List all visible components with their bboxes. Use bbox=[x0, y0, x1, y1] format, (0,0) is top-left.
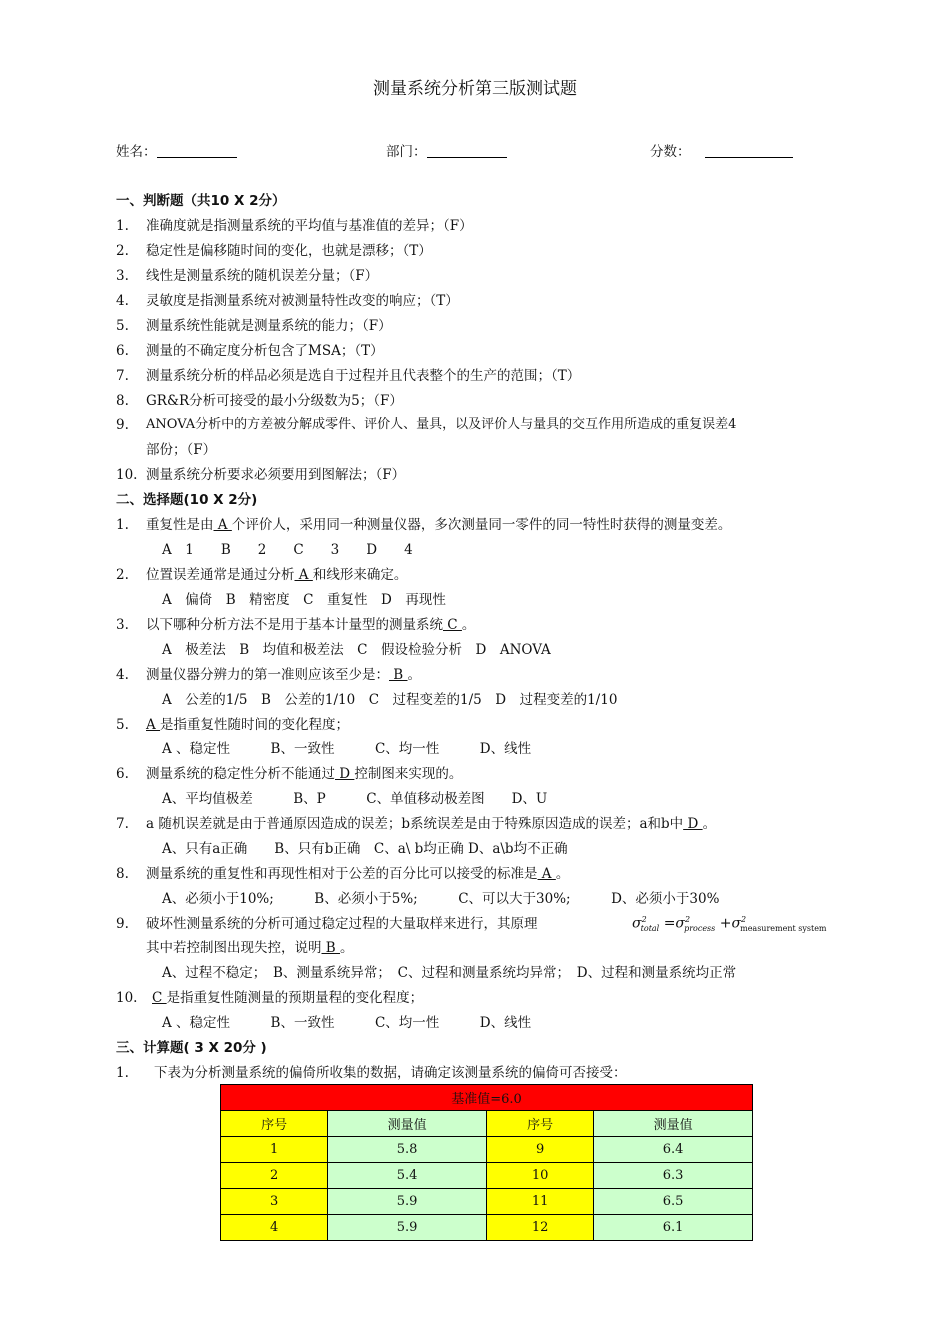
s1-text-9: ANOVA分析中的方差被分解成零件、评价人、量具，以及评价人与量具的交互作用所造成的重复误差4 bbox=[146, 417, 737, 432]
table-cell: 6.5 bbox=[594, 1189, 753, 1215]
q5-answer: A bbox=[146, 717, 161, 733]
s1-num-10: 10. bbox=[116, 467, 138, 483]
q10-text: C 是指重复性随测量的预期量程的变化程度； bbox=[152, 990, 424, 1006]
q6-answer: D bbox=[335, 766, 355, 782]
q5-options: A 、稳定性 B、一致性 C、均一性 D、线性 bbox=[162, 741, 532, 757]
s1-text-1: 准确度就是指测量系统的平均值与基准值的差异；（F） bbox=[146, 218, 473, 234]
q10-options: A 、稳定性 B、一致性 C、均一性 D、线性 bbox=[162, 1015, 532, 1031]
q2-answer: A bbox=[294, 567, 313, 583]
table-row bbox=[221, 1137, 753, 1163]
s1-num-5: 5. bbox=[116, 318, 129, 334]
q6-options: A、平均值极差 B、P C、单值移动极差图 D、U bbox=[162, 791, 548, 807]
q10-answer: C bbox=[152, 990, 167, 1006]
s1-num-7: 7. bbox=[116, 368, 129, 384]
table-row bbox=[221, 1163, 753, 1189]
q9-num: 9. bbox=[116, 916, 129, 932]
score-blank[interactable] bbox=[705, 143, 793, 158]
q8-options: A、必须小于10%; B、必须小于5%; C、可以大于30%; D、必须小于30% bbox=[162, 891, 720, 907]
q9-formula: $\sigma^2_{total} =\sigma^2_{process} +\sigma^2_{measurement system}$ bbox=[632, 915, 827, 934]
table-header: 测量值 bbox=[594, 1111, 753, 1137]
table-cell: 6.4 bbox=[594, 1137, 753, 1163]
name-field[interactable] bbox=[116, 143, 237, 161]
s1-num-1: 1. bbox=[116, 218, 129, 234]
q7-num: 7. bbox=[116, 816, 129, 832]
s1-text-9-cont: 部份；（F） bbox=[146, 442, 217, 458]
dept-field[interactable] bbox=[386, 143, 507, 161]
name-label: 姓名： bbox=[116, 144, 157, 160]
q2-num: 2. bbox=[116, 567, 129, 583]
q3-answer: C bbox=[443, 617, 462, 633]
section2-heading: 二、选择题(10 X 2分) bbox=[116, 492, 258, 508]
table-row bbox=[221, 1215, 753, 1241]
q7-answer: D bbox=[683, 816, 703, 832]
page-title: 测量系统分析第三版测试题 bbox=[373, 79, 577, 99]
q10-num: 10. bbox=[116, 990, 138, 1006]
table-cell: 5.4 bbox=[328, 1163, 487, 1189]
dept-blank[interactable] bbox=[427, 143, 507, 158]
table-header: 序号 bbox=[221, 1111, 328, 1137]
name-blank[interactable] bbox=[157, 143, 237, 158]
q8-answer: A bbox=[537, 866, 556, 882]
table-header: 测量值 bbox=[328, 1111, 487, 1137]
s1-num-4: 4. bbox=[116, 293, 129, 309]
s3-q1-text: 下表为分析测量系统的偏倚所收集的数据，请确定该测量系统的偏倚可否接受： bbox=[154, 1065, 627, 1081]
q2-options: A 偏倚 B 精密度 C 重复性 D 再现性 bbox=[162, 592, 446, 608]
q2-text: 位置误差通常是通过分析 A 和线形来确定。 bbox=[146, 567, 408, 583]
table-cell: 11 bbox=[486, 1189, 593, 1215]
score-field[interactable] bbox=[650, 143, 793, 161]
q8-text: 测量系统的重复性和再现性相对于公差的百分比可以接受的标准是 A 。 bbox=[146, 866, 570, 882]
s1-text-3: 线性是测量系统的随机误差分量；（F） bbox=[146, 268, 379, 284]
table-cell: 5.8 bbox=[328, 1137, 487, 1163]
table-banner: 基准值=6.0 bbox=[221, 1085, 753, 1111]
q1-num: 1. bbox=[116, 517, 129, 533]
table-cell: 5.9 bbox=[328, 1189, 487, 1215]
section1-heading: 一、判断题（共10 X 2分） bbox=[116, 193, 286, 209]
q3-options: A 极差法 B 均值和极差法 C 假设检验分析 D ANOVA bbox=[162, 642, 551, 658]
s1-text-5: 测量系统性能就是测量系统的能力；（F） bbox=[146, 318, 392, 334]
table-cell: 4 bbox=[221, 1215, 328, 1241]
q9-options: A、过程不稳定； B、测量系统异常； C、过程和测量系统均异常； D、过程和测量系统均正常 bbox=[162, 965, 737, 981]
s1-num-3: 3. bbox=[116, 268, 129, 284]
q1-options: A 1 B 2 C 3 D 4 bbox=[162, 542, 413, 558]
table-cell: 10 bbox=[486, 1163, 593, 1189]
q4-options: A 公差的1/5 B 公差的1/10 C 过程变差的1/5 D 过程变差的1/10 bbox=[162, 692, 618, 708]
table-header: 序号 bbox=[486, 1111, 593, 1137]
q1-answer: A bbox=[213, 517, 232, 533]
table-row bbox=[221, 1189, 753, 1215]
q9-answer: B bbox=[321, 940, 341, 956]
table-cell: 1 bbox=[221, 1137, 328, 1163]
q5-text: A 是指重复性随时间的变化程度； bbox=[146, 717, 350, 733]
table-cell: 5.9 bbox=[328, 1215, 487, 1241]
q4-text: 测量仪器分辨力的第一准则应该至少是： B 。 bbox=[146, 667, 422, 683]
q7-text: a 随机误差就是由于普通原因造成的误差；b系统误差是由于特殊原因造成的误差；a和b中 D 。 bbox=[146, 816, 717, 832]
q3-num: 3. bbox=[116, 617, 129, 633]
q4-num: 4. bbox=[116, 667, 129, 683]
table-cell: 6.1 bbox=[594, 1215, 753, 1241]
q5-num: 5. bbox=[116, 717, 129, 733]
q3-text: 以下哪种分析方法不是用于基本计量型的测量系统 C 。 bbox=[146, 617, 476, 633]
s1-text-7: 测量系统分析的样品必须是选自于过程并且代表整个的生产的范围；（T） bbox=[146, 368, 581, 384]
dept-label: 部门： bbox=[386, 144, 427, 160]
q6-text: 测量系统的稳定性分析不能通过 D 控制图来实现的。 bbox=[146, 766, 463, 782]
table-cell: 3 bbox=[221, 1189, 328, 1215]
s1-num-6: 6. bbox=[116, 343, 129, 359]
q9-text: 破坏性测量系统的分析可通过稳定过程的大量取样来进行，其原理 bbox=[146, 916, 538, 932]
q6-num: 6. bbox=[116, 766, 129, 782]
s1-text-6: 测量的不确定度分析包含了MSA；（T） bbox=[146, 343, 384, 359]
s1-text-2: 稳定性是偏移随时间的变化，也就是漂移；（T） bbox=[146, 243, 432, 259]
s1-num-8: 8. bbox=[116, 393, 129, 409]
q4-answer: B bbox=[389, 667, 408, 683]
q1-text: 重复性是由 A 个评价人，采用同一种测量仪器，多次测量同一零件的同一特性时获得的测量变差。 bbox=[146, 517, 732, 533]
table-cell: 2 bbox=[221, 1163, 328, 1189]
s1-text-8: GR&R分析可接受的最小分级数为5；（F） bbox=[146, 393, 403, 409]
s3-q1-num: 1. bbox=[116, 1065, 129, 1081]
s1-num-2: 2. bbox=[116, 243, 129, 259]
bias-data-table bbox=[220, 1084, 753, 1241]
score-label: 分数： bbox=[650, 144, 691, 160]
table-cell: 9 bbox=[486, 1137, 593, 1163]
table-cell: 12 bbox=[486, 1215, 593, 1241]
q9-text-line2: 其中若控制图出现失控，说明 B 。 bbox=[146, 940, 354, 956]
s1-text-10: 测量系统分析要求必须要用到图解法；（F） bbox=[146, 467, 406, 483]
table-cell: 6.3 bbox=[594, 1163, 753, 1189]
q7-options: A、只有a正确 B、只有b正确 C、a\ b均正确 D、a\b均不正确 bbox=[162, 841, 568, 857]
s1-num-9: 9. bbox=[116, 417, 129, 433]
s1-text-4: 灵敏度是指测量系统对被测量特性改变的响应；（T） bbox=[146, 293, 459, 309]
q8-num: 8. bbox=[116, 866, 129, 882]
section3-heading: 三、计算题( 3 X 20分 ) bbox=[116, 1040, 267, 1056]
